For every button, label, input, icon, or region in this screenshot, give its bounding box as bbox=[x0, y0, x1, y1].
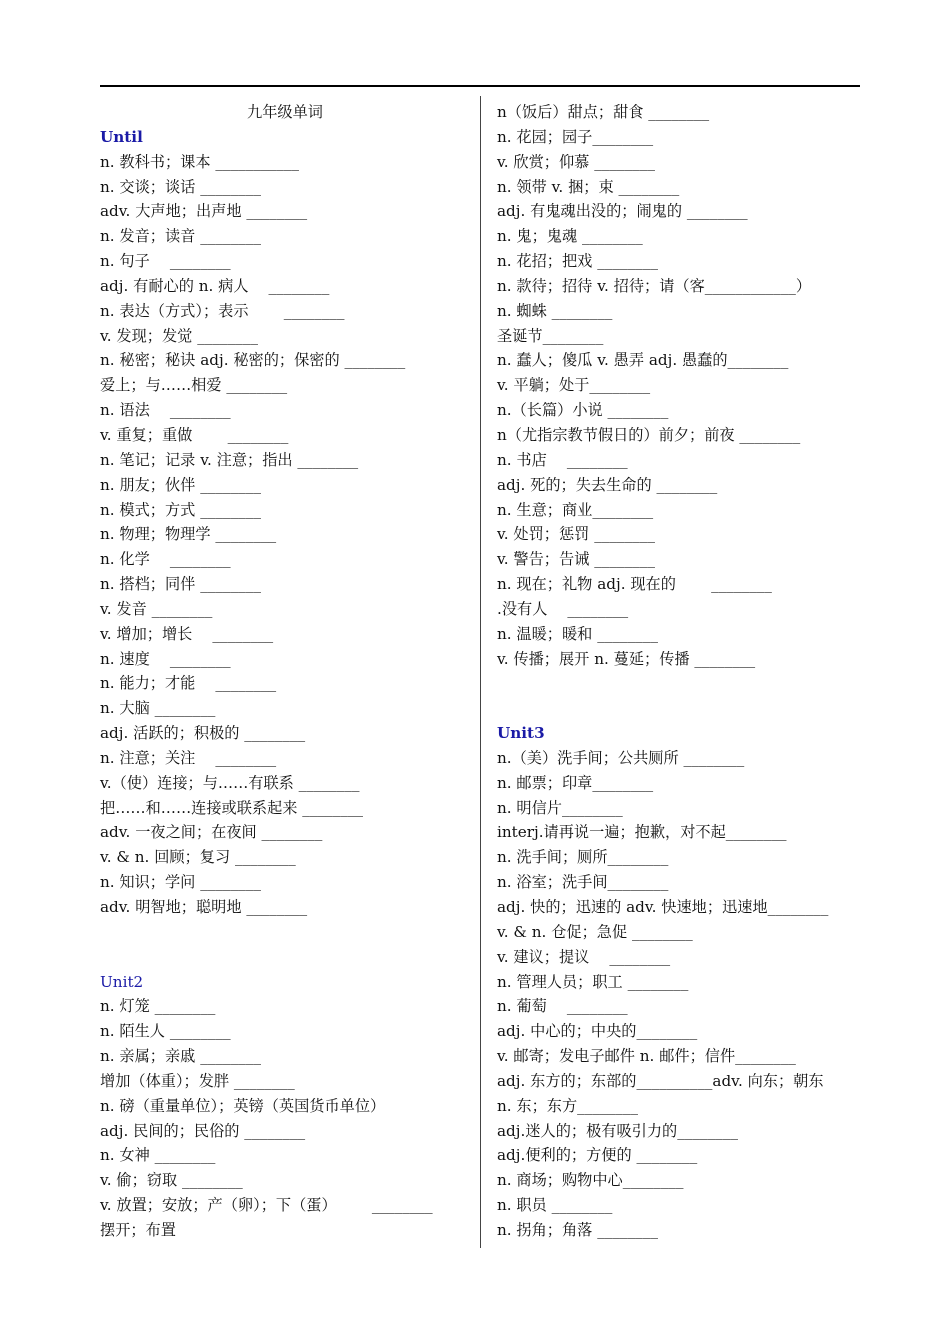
vocab-line: n. 花招；把戏 ________ bbox=[497, 252, 658, 271]
vocab-line: adj. 有鬼魂出没的；闹鬼的 ________ bbox=[497, 202, 748, 221]
vocab-line: v. 放置；安放；产（卵）；下（蛋） ________ bbox=[100, 1196, 433, 1215]
vocab-line: adv. 大声地；出声地 ________ bbox=[100, 202, 308, 221]
vocab-line: n. 款待；招待 v. 招待；请（客____________） bbox=[497, 276, 812, 295]
vocab-line: n. 明信片________ bbox=[497, 798, 623, 817]
vocab-line: n. 东；东方________ bbox=[497, 1096, 638, 1115]
vocab-line: n. 商场；购物中心________ bbox=[497, 1171, 684, 1190]
vocab-line: n. 职员 ________ bbox=[497, 1196, 613, 1215]
vocab-line: adv. 明智地；聪明地 ________ bbox=[100, 898, 308, 916]
unit1-word-list bbox=[100, 150, 470, 920]
left-column bbox=[100, 100, 470, 1243]
spacer bbox=[497, 696, 862, 721]
unit3-word-list bbox=[497, 746, 862, 1243]
vocab-line: n. 书店 ________ bbox=[497, 450, 628, 469]
vocab-line: n. 温暖；暖和 ________ bbox=[497, 624, 658, 643]
vocab-line: 爱上；与……相爱 ________ bbox=[100, 376, 288, 395]
vocab-line: adj. 中心的；中央的________ bbox=[497, 1022, 698, 1041]
vocab-line: n. 蠢人；傻瓜 v. 愚弄 adj. 愚蠢的________ bbox=[497, 351, 789, 370]
vocab-line: n. 邮票；印章________ bbox=[497, 773, 654, 792]
vocab-line: n（饭后）甜点；甜食 ________ bbox=[497, 103, 710, 121]
vocab-line: n. 洗手间；厕所________ bbox=[497, 848, 669, 867]
vocab-line: n. 管理人员；职工 ________ bbox=[497, 972, 689, 991]
vocab-line: interj.请再说一遍；抱歉，对不起________ bbox=[497, 823, 787, 842]
vocab-line: v. 增加；增长 ________ bbox=[100, 624, 274, 643]
vocab-line: adj.便利的；方便的 ________ bbox=[497, 1146, 698, 1165]
vocab-line: adj. 东方的；东部的__________adv. 向东；朝东 bbox=[497, 1071, 824, 1090]
vocab-line: v. 重复；重做 ________ bbox=[100, 425, 289, 444]
vocab-line: 摆开；布置 bbox=[100, 1220, 176, 1239]
unit2-continued-word-list bbox=[497, 100, 862, 671]
vocab-line: v. 发现；发觉 ________ bbox=[100, 326, 258, 345]
vocab-line: n（尤指宗教节假日的）前夕；前夜 ________ bbox=[497, 425, 801, 444]
vocab-line: n. 语法 ________ bbox=[100, 401, 231, 420]
vocab-line: v. 警告；告诫 ________ bbox=[497, 550, 655, 569]
vocab-line: adj. 民间的；民俗的 ________ bbox=[100, 1121, 306, 1140]
vocab-line: n. 灯笼 ________ bbox=[100, 997, 216, 1016]
vocab-line: adv. 一夜之间；在夜间 ________ bbox=[100, 823, 323, 842]
top-rule bbox=[100, 85, 860, 87]
vocab-line: v. 平躺；处于________ bbox=[497, 376, 651, 395]
vocab-line: v. 欣赏；仰慕 ________ bbox=[497, 152, 655, 171]
vocab-line: adj. 活跃的；积极的 ________ bbox=[100, 724, 306, 743]
vocab-line: v. 偷；窃取 ________ bbox=[100, 1171, 243, 1190]
vocab-line: n. 蜘蛛 ________ bbox=[497, 301, 613, 320]
vocab-line: n. 大脑 ________ bbox=[100, 699, 216, 718]
vocab-line: n. 浴室；洗手间________ bbox=[497, 873, 669, 892]
unit3-heading: Unit3 bbox=[497, 724, 545, 743]
vocab-line: n. 教科书；课本 ___________ bbox=[100, 152, 299, 171]
vocab-line: n. 物理；物理学 ________ bbox=[100, 525, 277, 544]
vocab-line: v. & n. 回顾；复习 ________ bbox=[100, 848, 296, 867]
vocab-line: v. 发音 ________ bbox=[100, 599, 213, 618]
vocab-line: n. 注意；关注 ________ bbox=[100, 748, 277, 767]
vocab-line: n. 磅（重量单位）；英镑（英国货币单位） bbox=[100, 1096, 386, 1115]
vocab-line: n. 亲属；亲戚 ________ bbox=[100, 1047, 261, 1066]
vocab-line: adj.迷人的；极有吸引力的________ bbox=[497, 1121, 738, 1140]
vocab-line: adj. 死的；失去生命的 ________ bbox=[497, 475, 718, 494]
vocab-line: n.（美）洗手间；公共厕所 ________ bbox=[497, 748, 745, 767]
vocab-line: n. 生意；商业________ bbox=[497, 500, 654, 519]
spacer bbox=[100, 945, 470, 970]
vocab-line: v. 建议；提议 ________ bbox=[497, 947, 671, 966]
vocab-line: v. & n. 仓促；急促 ________ bbox=[497, 922, 693, 941]
vocab-line: n. 领带 v. 捆；束 ________ bbox=[497, 177, 680, 196]
vocab-line: n. 女神 ________ bbox=[100, 1146, 216, 1165]
vocab-line: n. 句子 ________ bbox=[100, 252, 231, 271]
unit2-word-list bbox=[100, 994, 470, 1242]
vocab-line: n. 能力；才能 ________ bbox=[100, 674, 277, 693]
vocab-line: 增加（体重）；发胖 ________ bbox=[100, 1071, 295, 1090]
vocab-line: n. 朋友；伙伴 ________ bbox=[100, 475, 261, 494]
vocab-line: v. 传播；展开 n. 蔓延；传播 ________ bbox=[497, 649, 756, 668]
vocab-line: n. 拐角；角落 ________ bbox=[497, 1220, 658, 1239]
vocab-line: n. 现在；礼物 adj. 现在的 ________ bbox=[497, 575, 772, 594]
vocab-line: 把……和……连接或联系起来 ________ bbox=[100, 798, 364, 817]
vocab-line: n. 速度 ________ bbox=[100, 649, 231, 668]
vocab-line: n. 模式；方式 ________ bbox=[100, 500, 261, 519]
vocab-line: n. 葡萄 ________ bbox=[497, 997, 628, 1016]
vocab-line: n. 陌生人 ________ bbox=[100, 1022, 231, 1041]
spacer bbox=[497, 671, 862, 696]
vocab-line: n. 鬼；鬼魂 ________ bbox=[497, 227, 643, 246]
column-divider bbox=[480, 96, 481, 1248]
page-title: 九年级单词 bbox=[247, 103, 323, 121]
vocab-line: n. 搭档；同伴 ________ bbox=[100, 575, 261, 594]
unit2-heading: Unit2 bbox=[100, 972, 144, 991]
vocab-line: 圣诞节________ bbox=[497, 326, 604, 345]
vocab-line: v.（使）连接；与……有联系 ________ bbox=[100, 773, 360, 792]
vocab-line: n. 发音；读音 ________ bbox=[100, 227, 261, 246]
vocab-line: n. 秘密；秘诀 adj. 秘密的；保密的 ________ bbox=[100, 351, 406, 370]
spacer bbox=[100, 920, 470, 945]
vocab-line: v. 处罚；惩罚 ________ bbox=[497, 525, 655, 544]
vocab-line: adj. 快的；迅速的 adv. 快速地；迅速地________ bbox=[497, 898, 829, 916]
vocab-line: n. 知识；学问 ________ bbox=[100, 873, 261, 892]
vocab-line: v. 邮寄；发电子邮件 n. 邮件；信件________ bbox=[497, 1047, 796, 1066]
vocab-line: n. 化学 ________ bbox=[100, 550, 231, 569]
vocab-line: .没有人 ________ bbox=[497, 599, 629, 618]
vocab-line: adj. 有耐心的 n. 病人 ________ bbox=[100, 276, 330, 295]
right-column bbox=[497, 100, 862, 1243]
vocab-line: n. 交谈；谈话 ________ bbox=[100, 177, 261, 196]
vocab-line: n. 表达（方式）；表示 ________ bbox=[100, 301, 345, 320]
vocab-line: n.（长篇）小说 ________ bbox=[497, 401, 669, 420]
vocab-line: n. 花园；园子________ bbox=[497, 127, 654, 146]
vocab-line: n. 笔记；记录 v. 注意；指出 ________ bbox=[100, 450, 359, 469]
unit1-heading: Until bbox=[100, 127, 143, 146]
